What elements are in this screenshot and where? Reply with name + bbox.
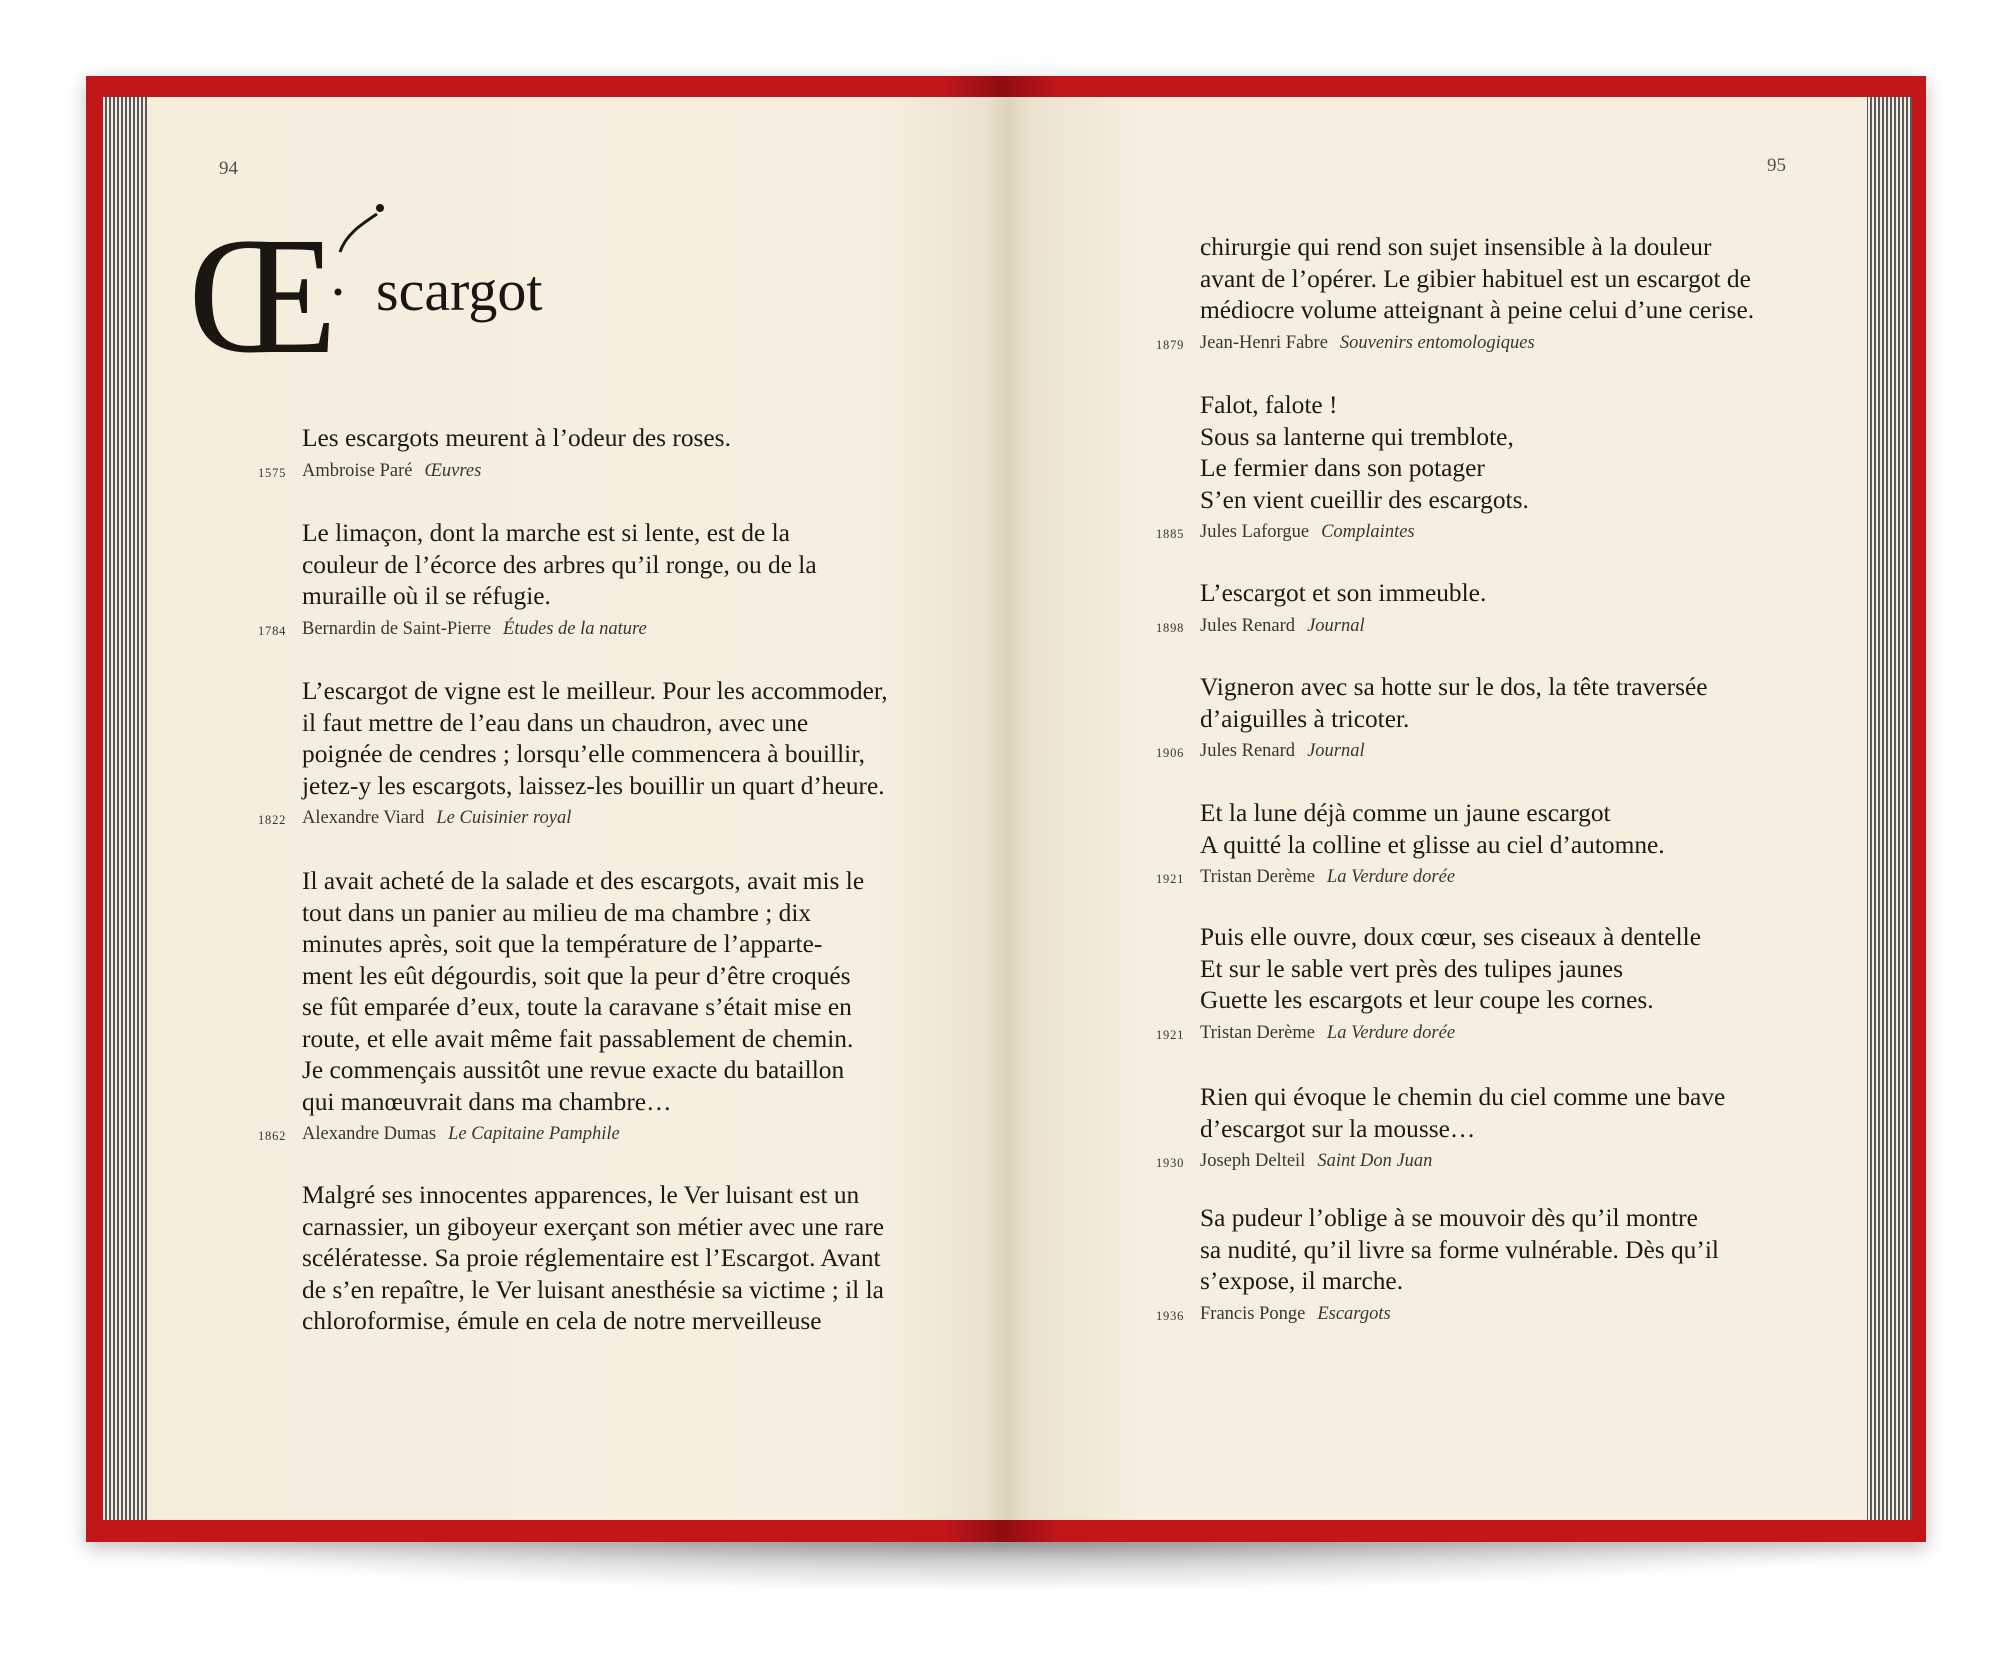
citation-author: Bernardin de Saint-Pierre — [302, 618, 492, 639]
quote-block — [1156, 1203, 1719, 1328]
quote-text: Et la lune déjà comme un jaune escargot A quitté la colline et glisse au ciel d’automne. — [1200, 799, 1665, 859]
citation-year: 1784 — [258, 623, 287, 638]
quote-citation — [258, 615, 817, 643]
citation-author: Jules Laforgue — [1200, 522, 1310, 542]
quote-citation — [1156, 612, 1486, 640]
citation-year: 1879 — [1156, 337, 1185, 352]
quote-block — [258, 518, 817, 643]
quote-block — [1156, 922, 1702, 1047]
quote-text: Puis elle ouvre, doux cœur, ses ciseaux à dentelle Et sur le sable vert près des tulipes jaunes Guette les escargots et leur coupe les cornes. — [1200, 923, 1702, 1014]
quote-citation — [1156, 329, 1754, 357]
drop-cap: Œ — [188, 203, 332, 389]
quote-block — [1156, 798, 1665, 891]
quote-citation — [1156, 737, 1708, 765]
quote-citation — [1156, 1019, 1701, 1047]
quote-block — [1156, 578, 1487, 640]
citation-author: Ambroise Paré — [302, 460, 413, 481]
quote-text: L’escargot et son immeuble. — [1200, 579, 1487, 607]
quote-text: Les escargots meurent à l’odeur des roses. — [302, 424, 731, 452]
quote-text: Il avait acheté de la salade et des escargots, avait mis le tout dans un panier au milieu de ma chambre ; dix minutes après, soit que la température de l’apparte- ment les eût dégourdis, soit que la peur d’être croqués se fût emparée d’eux, toute la caravane s’était mise en route, et elle avait même fait passablement de chemin. Je commençais aussitôt une revue exacte du bataillon qui manœuvrait dans ma chambre… — [302, 867, 865, 1116]
quote-block — [1156, 1082, 1726, 1175]
quote-text: L’escargot de vigne est le meilleur. Pour les accommoder, il faut mettre de l’eau dans un chaudron, avec une poignée de cendres ; lorsqu’elle commencera à bouillir, jetez-y les escargots, laissez-les bouillir un quart d’heure. — [302, 677, 888, 800]
citation-source: Escargots — [1317, 1303, 1391, 1324]
quote-text: Rien qui évoque le chemin du ciel comme une bave d’escargot sur la mousse… — [1200, 1083, 1726, 1143]
quote-text: Vigneron avec sa hotte sur le dos, la tête traversée d’aiguilles à tricoter. — [1200, 673, 1708, 733]
citation-year: 1822 — [258, 813, 287, 827]
quote-text: Sa pudeur l’oblige à se mouvoir dès qu’il montre sa nudité, qu’il livre sa forme vulnérable. Dès qu’il s’expose, il marche. — [1200, 1204, 1719, 1295]
citation-year: 1930 — [1156, 1156, 1185, 1170]
left-page-number: 94 — [219, 158, 238, 179]
citation-year: 1921 — [1156, 872, 1185, 886]
citation-source: Journal — [1307, 741, 1365, 761]
quote-block — [258, 423, 731, 485]
left-page-edges — [103, 97, 149, 1520]
quote-text: Falot, falote ! Sous sa lanterne qui tremblote, Le fermier dans son potager S’en vient cueillir des escargots. — [1200, 391, 1529, 514]
citation-source: Œuvres — [424, 460, 482, 481]
quote-text: Malgré ses innocentes apparences, le Ver luisant est un carnassier, un giboyeur exerçant son métier avec une rare scélératesse. Sa proie réglementaire est l’Escargot. Avant de s’en repaître, le Ver luisant anesthésie sa victime ; il la chloroformise, émule en cela de notre merveilleuse — [302, 1181, 884, 1335]
quote-citation — [1156, 518, 1529, 546]
citation-year: 1921 — [1156, 1027, 1185, 1042]
citation-source: Complaintes — [1321, 522, 1415, 542]
citation-year: 1936 — [1156, 1308, 1185, 1323]
quote-citation — [1156, 1300, 1719, 1328]
entry-heading — [188, 194, 558, 424]
citation-source: La Verdure dorée — [1326, 1022, 1456, 1043]
citation-author: Tristan Derème — [1200, 867, 1315, 887]
quote-citation — [1156, 863, 1665, 891]
citation-year: 1898 — [1156, 620, 1185, 635]
citation-author: Alexandre Viard — [302, 808, 425, 828]
citation-source: La Verdure dorée — [1326, 867, 1456, 887]
right-page-edges — [1866, 97, 1912, 1520]
quote-block — [258, 866, 865, 1148]
citation-year: 1862 — [258, 1129, 287, 1143]
quote-block — [258, 676, 888, 832]
citation-source: Le Capitaine Pamphile — [448, 1124, 620, 1144]
citation-year: 1906 — [1156, 746, 1185, 760]
quote-block — [1156, 232, 1755, 357]
citation-source: Journal — [1307, 615, 1365, 636]
citation-year: 1575 — [258, 465, 287, 480]
citation-author: Alexandre Dumas — [302, 1124, 437, 1144]
quote-block — [1156, 390, 1529, 546]
quote-citation — [258, 457, 731, 485]
quote-citation — [1156, 1147, 1725, 1175]
citation-source: Souvenirs entomologiques — [1339, 332, 1535, 353]
citation-author: Jean-Henri Fabre — [1200, 332, 1328, 353]
citation-author: Jules Renard — [1200, 615, 1296, 636]
quote-text: chirurgie qui rend son sujet insensible à la douleur avant de l’opérer. Le gibier habituel est un escargot de médiocre volume atteignant à peine celui d’une cerise. — [1200, 233, 1755, 324]
citation-year: 1885 — [1156, 527, 1185, 541]
quote-block — [302, 1180, 884, 1338]
citation-author: Francis Ponge — [1200, 1303, 1306, 1324]
citation-source: Saint Don Juan — [1317, 1151, 1433, 1171]
entry-title: scargot — [376, 258, 543, 323]
quote-text: Le limaçon, dont la marche est si lente, est de la couleur de l’écorce des arbres qu’il ronge, ou de la muraille où il se réfugie. — [302, 519, 817, 610]
citation-author: Tristan Derème — [1200, 1022, 1315, 1043]
citation-source: Études de la nature — [503, 618, 647, 639]
quote-citation — [258, 804, 888, 832]
quote-block — [1156, 672, 1708, 765]
citation-source: Le Cuisinier royal — [436, 808, 572, 828]
right-page-number: 95 — [1767, 155, 1786, 176]
citation-author: Joseph Delteil — [1200, 1151, 1306, 1171]
quote-citation — [258, 1120, 864, 1148]
citation-author: Jules Renard — [1200, 741, 1296, 761]
